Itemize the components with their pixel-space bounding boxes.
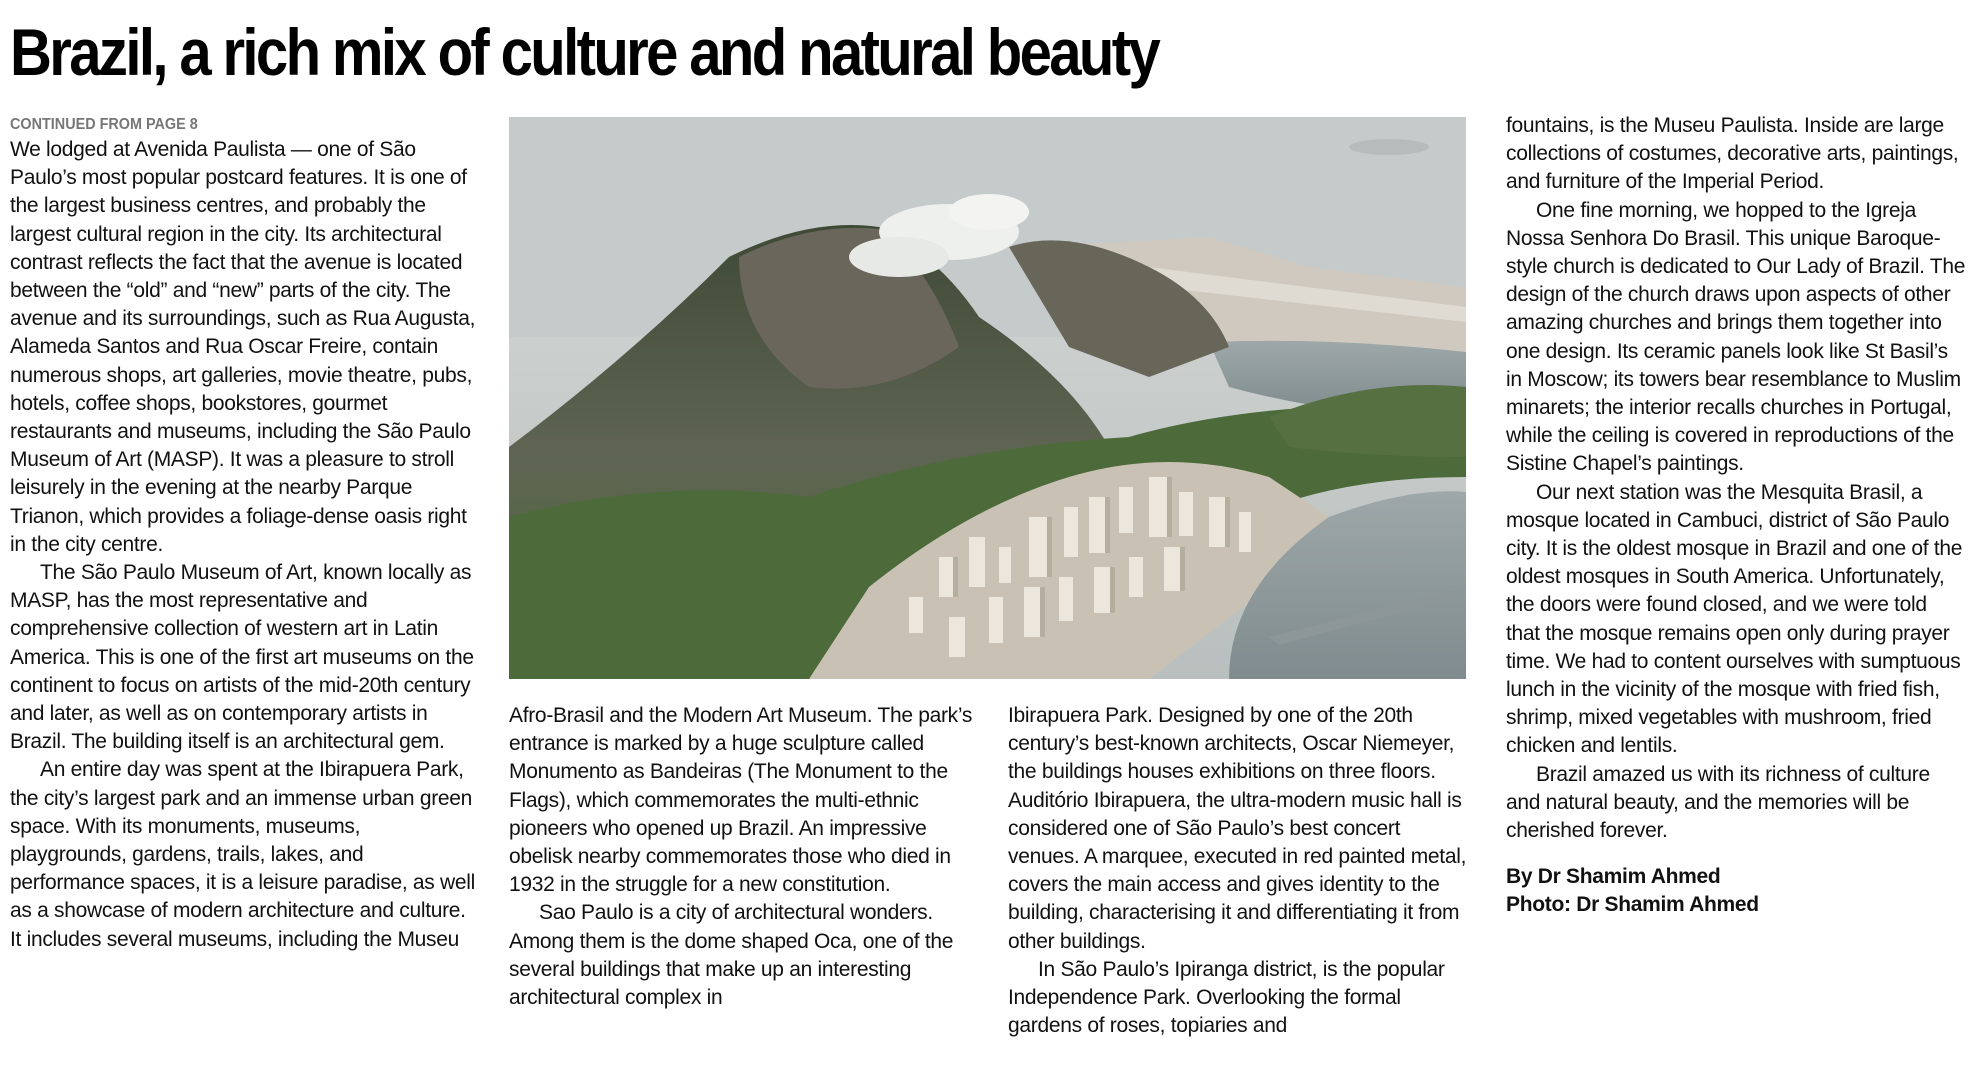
article-column-3 xyxy=(1008,702,1474,1040)
article-photo xyxy=(509,117,1466,679)
headline: Brazil, a rich mix of culture and natural beauty xyxy=(10,15,1159,89)
paragraph: Ibirapuera Park. Designed by one of the 20th century’s best-known architects, Oscar Niemeyer, the buildings houses exhibitions on three floors. Auditório Ibirapuera, the ultra-modern music hall is considered one of São Paulo’s best concert venues. A marquee, executed in red painted metal, covers the main access and gives identity to the building, characterising it and differentiating it from other buildings. xyxy=(1008,704,1467,953)
paragraph: Brazil amazed us with its richness of culture and natural beauty, and the memories will be cherished forever. xyxy=(1506,762,1930,843)
article-column-2 xyxy=(509,702,975,1012)
paragraph: An entire day was spent at the Ibirapuera Park, the city’s largest park and an immense urban green space. With its monuments, museums, playgrounds, gardens, trails, lakes, and performance spaces, it is a leisure paradise, as well as a showcase of modern architecture and culture. It includes several museums, including the Museu xyxy=(10,758,475,951)
byline: By Dr Shamim Ahmed xyxy=(1506,865,1721,889)
paragraph: Our next station was the Mesquita Brasil, a mosque located in Cambuci, district of São Paulo city. It is the oldest mosque in Brazil and one of the oldest mosques in South America. Unfortunately, the doors were found closed, and we were told that the mosque remains open only during prayer time. We had to content ourselves with sumptuous lunch in the vicinity of the mosque with fried fish, shrimp, mixed vegetables with mushroom, fried chicken and lentils. xyxy=(1506,480,1963,758)
paragraph: One fine morning, we hopped to the Igreja Nossa Senhora Do Brasil. This unique Baroque-style church is dedicated to Our Lady of Brazil. The design of the church draws upon aspects of other amazing churches and brings them together into one design. Its ceramic panels look like St Basil’s in Moscow; its towers bear resemblance to Muslim minarets; the interior recalls churches in Portugal, while the ceiling is covered in reproductions of the Sistine Chapel’s paintings. xyxy=(1506,198,1966,476)
continued-from-label: CONTINUED FROM PAGE 8 xyxy=(10,116,198,133)
paragraph: fountains, is the Museu Paulista. Inside are large collections of costumes, decorative arts, paintings, and furniture of the Imperial Period. xyxy=(1506,114,1959,194)
paragraph: In São Paulo’s Ipiranga district, is the popular Independence Park. Overlooking the formal gardens of roses, topiaries and xyxy=(1008,957,1445,1038)
paragraph: We lodged at Avenida Paulista — one of São Paulo’s most popular postcard features. It is one of the largest business centres, and probably the largest cultural region in the city. Its architectural contrast reflects the fact that the avenue is located between the “old” and “new” parts of the city. The avenue and its surroundings, such as Rua Augusta, Alameda Santos and Rua Oscar Freire, contain numerous shops, art galleries, movie theatre, pubs, hotels, coffee shops, bookstores, gourmet restaurants and museums, including the São Paulo Museum of Art (MASP). It was a pleasure to stroll leisurely in the evening at the nearby Parque Trianon, which provides a foliage-dense oasis right in the city centre. xyxy=(10,138,476,556)
article-column-1 xyxy=(10,114,476,954)
photo-credit: Photo: Dr Shamim Ahmed xyxy=(1506,893,1759,917)
paragraph: Afro-Brasil and the Modern Art Museum. The park’s entrance is marked by a huge sculpture called Monumento as Bandeiras (The Monument to the Flags), which commemorates the multi-ethnic pioneers who opened up Brazil. An impressive obelisk nearby commemorates those who died in 1932 in the struggle for a new constitution. xyxy=(509,704,973,897)
credits xyxy=(1506,863,1966,919)
paragraph: The São Paulo Museum of Art, known locally as MASP, has the most representative and comprehensive collection of western art in Latin America. This is one of the first art museums on the continent to focus on artists of the mid-20th century and later, as well as on contemporary artists in Brazil. The building itself is an architectural gem. xyxy=(10,561,474,754)
paragraph: Sao Paulo is a city of architectural wonders. Among them is the dome shaped Oca, one of the several buildings that make up an interesting architectural complex in xyxy=(509,901,954,1010)
article-column-4 xyxy=(1506,112,1966,920)
